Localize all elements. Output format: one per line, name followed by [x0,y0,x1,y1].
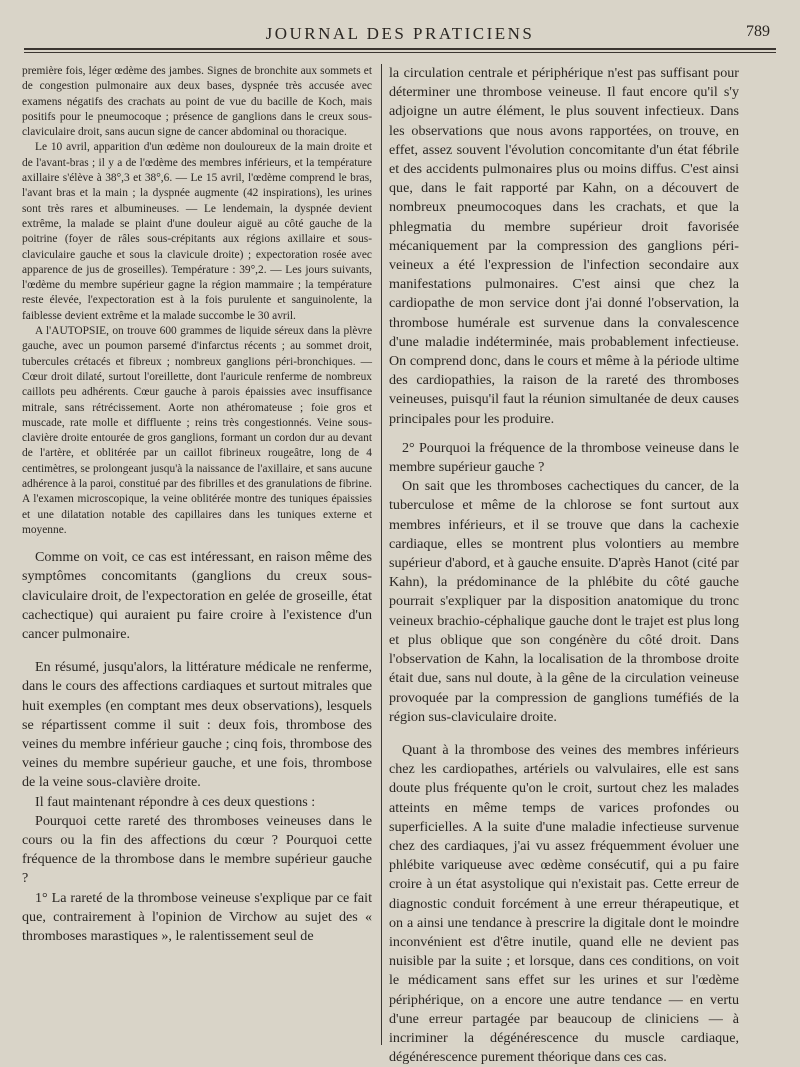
paragraph-case-history: première fois, léger œdème des jambes. Signes de bronchite aux sommets et de congestion pulmonaire aux deux bases, dyspnée très accusée avec examens négatifs des crachats au point de vue du bacille de Koch, mais positifs pour le pneumocoque ; présence de ganglions dans le creux sous-claviculaire droit, sans aucun signe de cancer abdominal ou thoracique. [22,65,372,139]
paragraph-answer-one: 1° La rareté de la thrombose veineuse s'explique par ce fait que, contrairement à l'opinion de Virchow au sujet des « thromboses marastiques », le ralentissement seul de [22,889,372,945]
paragraph-commentary: Comme on voit, ce cas est intéressant, en raison même des symptômes concomitants (ganglions du creux sous-claviculaire droit, de l'expectoration en gelée de groseille, état cachectique) qui auraient pu faire croire à l'existence d'un cancer pulmonaire. [22,549,372,643]
paragraph-questions-intro: Il faut maintenant répondre à ces deux questions : [35,793,316,810]
header-rule-thin [24,52,776,53]
column-divider [381,64,382,1045]
paragraph-clinical-course: Le 10 avril, apparition d'un œdème non douloureux de la main droite et de l'avant-bras ; il y a de l'œdème des membres inférieurs, et la température axillaire s'élève à 38°,3 et 38°,6. — Le 15 avril, l'œdème comprend le bras, l'avant bras et la main ; la dyspnée augmente (42 inspirations), les urines sont très rares et albumineuses. — Le lendemain, la dyspnée devient extrême, la malade se plaint d'une douleur aiguë au côté gauche de la poitrine (foyer de râles sous-crépitants aux régions axillaire et sous-claviculaire gauche et sous la clavicule droite) ; expectoration rosée avec apparence de jus de groseilles). Température : 39°,2. — Les jours suivants, l'œdème du membre supérieur gagne la région mammaire ; la température reste élevée, l'expectoration est à la fois purulente et sanguinolente, la faiblesse devient extrême et la malade succombe le 30 avril. [22,141,372,322]
paragraph-summary: En résumé, jusqu'alors, la littérature médicale ne renferme, dans le cours des affections cardiaques et surtout mitrales que huit exemples (en comptant mes deux observations), lesquels se répartissent comme il suit : deux fois, thrombose des veines du membre inférieur gauche ; cinq fois, thrombose des veines du membre supérieur gauche, et une fois, thrombose de la veine sous-clavière droite. [22,659,372,791]
page-number: 789 [746,23,770,40]
left-column [22,64,372,1049]
right-column [389,64,739,1066]
paragraph-question-two: 2° Pourquoi la fréquence de la thrombose veineuse dans le membre supérieur gauche ? [389,439,739,476]
paragraph-anatomy: On sait que les thromboses cachectiques du cancer, de la tuberculose et même de la chlorose se font surtout aux membres inférieurs, et il se trouve que dans la cachexie cardiaque, elles se montrent plus volontiers au membre supérieur d'abord, et à gauche ensuite. D'après Hanot (cité par Kahn), la prédominance de la phlébite du côté gauche pourrait s'expliquer par la disposition anatomique du tronc veineux brachio-céphalique gauche dont le trajet est plus long et plus oblique que son congénère du côté droit. Dans l'observation de Kahn, la localisation de la thrombose droite était due, sans nul doute, à la gêne de la circulation veineuse provoquée par la compression de ganglions tuméfiés de la région sus-claviculaire droite. [389,478,739,725]
paragraph-lower-limbs: Quant à la thrombose des veines des membres inférieurs chez les cardiopathes, artériels ou valvulaires, elle est sans doute plus fréquente qu'on le croit, surtout chez les malades atteints en même temps de varices profondes ou superficielles. A la suite d'une maladie infectieuse survenue chez des cardiaques, j'ai vu assez fréquemment évoluer une phlébite variqueuse avec œdème consécutif, qui a pu faire croire à un état asystolique qui n'existait pas. Cette erreur de diagnostic conduit forcément à une erreur thérapeutique, et on a ainsi une tendance à prescrire la digitale dont le moindre inconvénient est d'être inutile, quand elle ne devient pas nuisible par la suite ; et lorsque, dans ces conditions, on voit le médicament sans effet sur les urines et sur l'œdème périphérique, on a encore une autre tendance — en vertu d'une erreur partagée par beaucoup de cliniciens — à incriminer la dégénérescence du muscle cardiaque, dégénérescence purement théorique dans ces cas. [389,741,739,1066]
paragraph-infection: la circulation centrale et périphérique n'est pas suffisant pour déterminer une thrombose veineuse. Il faut encore qu'il s'y adjoigne un autre élément, le plus souvent infectieux. Dans les observations que nous avons rapportées, on trouve, en effet, assez souvent l'évolution concomitante d'un état fébrile et des accidents pulmonaires plus ou moins diffus. C'est ainsi que, dans le fait rapporté par Kahn, on a découvert de nombreux pneumocoques dans les crachats, et que la phlegmatia du membre supérieur droit favorisée mécaniquement par la compression des ganglions péri-veineux a été l'expression de l'infection secondaire aux manifestations pulmonaires. C'est ainsi que chez la cardiopathe de mon service dont j'ai donné l'observation, la thrombose humérale est survenue dans la convalescence d'une maladie indéterminée, mais probablement infectieuse. On comprend donc, dans le cours et même à la période ultime des cardiopathies, la raison de la rareté des thromboses veineuses, puisqu'il faut la réunion simultanée de deux causes principales pour les produire. [389,65,739,427]
header-rule [24,48,776,50]
journal-title: JOURNAL DES PRATICIENS [265,24,535,43]
paragraph-questions: Pourquoi cette rareté des thromboses veineuses dans le cours ou la fin des affections du cœur ? Pourquoi cette fréquence de la thrombose dans le membre supérieur gauche ? [22,812,372,887]
paragraph-autopsy: A l'AUTOPSIE, on trouve 600 grammes de liquide séreux dans la plèvre gauche, avec un poumon parsemé d'infarctus récents ; au sommet droit, tubercules crétacés et fibreux ; nombreux ganglions péri-bronchiques. — Cœur droit dilaté, surtout l'oreillette, dont l'auricule renferme de nombreux caillots peu adhérents. Cœur gauche à parois épaissies avec insuffisance mitrale, sans rétrécissement. Aorte non athéromateuse ; foie gros et muscade, rate molle et diffluente ; reins très congestionnés. Veine sous-clavière droite entourée de gros ganglions, formant un cordon dur au devant de l'artère, et oblitérée par un caillot fibrineux rougeâtre, long de 4 centimètres, se prolongeant jusqu'à la naissance de l'axillaire, et sans aucune adhérence à la paroi, constitué par des fibrilles et des granulations de fibrine. A l'examen microscopique, la veine oblitérée montre des tuniques épaissies et une dilatation notable des capillaires dans les tuniques externe et moyenne. [22,325,372,536]
running-header [24,20,776,46]
